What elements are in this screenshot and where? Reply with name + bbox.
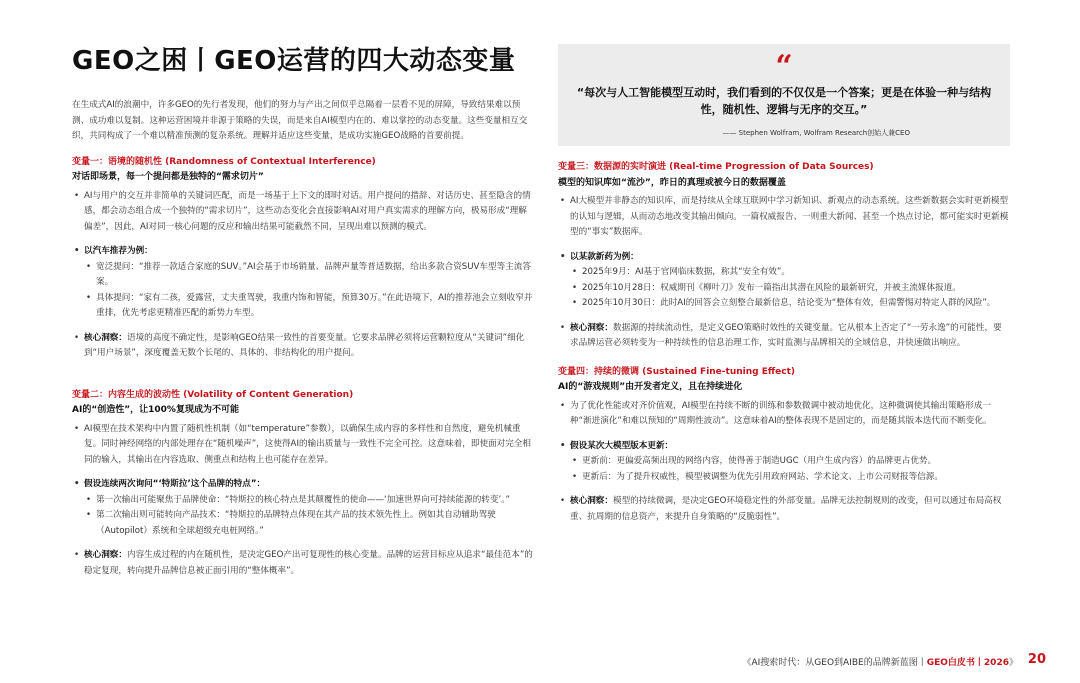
section-1-example-label: • 以汽车推荐为例： [72, 244, 534, 260]
section-2-example-1: • 第一次输出可能聚焦于品牌使命：“特斯拉的核心特点是其颠覆性的使命——‘加速世界向可持续能源的转变’。” [72, 493, 534, 509]
section-2-subtitle: AI的“创造性”，让100%复现成为不可能 [72, 405, 239, 415]
page-title: GEO之困丨GEO运营的四大动态变量 [72, 46, 516, 76]
section-1-title: 变量一：语境的随机性 (Randomness of Contextual Interference) [72, 156, 376, 167]
section-2-title: 变量二：内容生成的波动性 (Volatility of Content Generation) [72, 389, 354, 400]
footer-pre: 《AI搜索时代：从GEO到AIBE的品牌新蓝图丨 [742, 658, 927, 668]
quote-box [558, 44, 1010, 146]
quote-mark-icon: “ [775, 49, 793, 84]
insight-label: 核心洞察： [84, 550, 127, 560]
section-2-insight [72, 548, 534, 579]
left-column [72, 98, 534, 579]
right-column [558, 156, 1010, 525]
section-1-insight [72, 331, 534, 362]
section-1-example-2: • 具体提问：“家有二孩，爱露营，丈夫重驾驶，我重内饰和智能，预算30万。”在此语境下，AI的推荐池会立刻收窄并重排，优先考虑更精准匹配的新势力车型。 [72, 291, 534, 322]
insight-text: 语境的高度不确定性，是影响GEO结果一致性的首要变量。它要求品牌必须将运营颗粒度从“关键词”细化到“用户场景”，深度覆盖无数个长尾的、具体的、非结构化的用户提问。 [84, 332, 525, 358]
insight-text: 模型的持续微调，是决定GEO环境稳定性的外部变量。品牌无法控制规则的改变，但可以通过布局高权重、抗周期的信息资产，来提升自身策略的“反脆弱性”。 [570, 496, 1002, 522]
section-4-title: 变量四：持续的微调 (Sustained Fine-tuning Effect) [558, 366, 795, 377]
quote-text: “每次与人工智能模型互动时，我们看到的不仅仅是一个答案；更是在体验一种与结构性，随机性、逻辑与无序的交互。” [576, 86, 992, 116]
footer-bold: GEO白皮书丨2026 [926, 658, 1009, 668]
section-3-example-label: • 以某款新药为例： [558, 250, 1010, 266]
insight-label: 核心洞察： [570, 322, 613, 333]
insight-text: 数据源的持续流动性，是定义GEO策略时效性的关键变量。它从根本上否定了“一劳永逸”的可能性，要求品牌运营必须转变为一种持续性的信息治理工作，实时监测与品牌相关的全域信息，并快速做出响应。 [570, 322, 1002, 348]
section-4-subtitle: AI的“游戏规则”由开发者定义，且在持续进化 [558, 382, 743, 392]
section-2-example-label: • 假设连续两次询问“‘特斯拉’这个品牌的特点”： [72, 477, 534, 493]
section-3-example-2: • 2025年10月28日：权威期刊《柳叶刀》发布一篇指出其潜在风险的最新研究，并被主流媒体报道。 [558, 281, 1010, 297]
insight-label: 核心洞察： [84, 332, 127, 343]
section-2-example-2: • 第二次输出则可能转向产品技术：“特斯拉的品牌特点体现在其产品的技术领先性上。例如其自动辅助驾驶（Autopilot）系统和全球超级充电桩网络。” [72, 508, 534, 539]
section-3-example-1: • 2025年9月：AI基于官网临床数据，称其“安全有效”。 [558, 265, 1010, 281]
footer-post: 》 [1008, 658, 1018, 668]
insight-label: 核心洞察： [570, 496, 613, 506]
section-3-subtitle: 模型的知识库如“流沙”，昨日的真理或被今日的数据覆盖 [558, 177, 786, 188]
section-1-paragraph: • AI与用户的交互并非简单的关键词匹配，而是一场基于上下文的即时对话。用户提问的措辞、对话历史、甚至隐含的情感，都会动态组合成一个独特的“需求切片”，这些动态变化会直接影响AI对用户真实需求的理解方向，极易形成“理解偏差”，因此，AI对同一核心问题的反应和输出结果可能截然不同，呈现出难以预测的模式。 [72, 189, 534, 236]
intro-paragraph: 在生成式AI的浪潮中，许多GEO的先行者发现，他们的努力与产出之间似乎总隔着一层看不见的屏障，导致结果难以预测、成功难以复制。这种运营困境并非源于策略的失误，而是来自AI模型内在的、难以掌控的动态变量。这些变量相互交织，共同构成了一个难以精准预测的复杂系统。理解并适应这些变量，是成功实施GEO战略的首要前提。 [72, 100, 528, 141]
section-1-subtitle: 对话即场景，每一个提问都是独特的“需求切片” [72, 172, 264, 182]
section-4-example-1: • 更新前：更偏爱高频出现的网络内容，使得善于制造UGC（用户生成内容）的品牌更占优势。 [558, 454, 1010, 470]
section-3-paragraph: • AI大模型并非静态的知识库，而是持续从全球互联网中学习新知识、新观点的动态系统。这些新数据会实时更新模型的认知与逻辑，从而动态地改变其输出倾向。一篇权威报告、一则重大新闻、甚至一个热点讨论，都可能实时更新模型的“事实”数据库。 [558, 194, 1010, 241]
footer-text [743, 655, 1019, 668]
section-3-title: 变量三：数据源的实时演进 (Real-time Progression of Data Sources) [558, 162, 874, 172]
section-2-paragraph: • AI模型在技术架构中内置了随机性机制（如“temperature”参数），以确保生成内容的多样性和自然度，避免机械重复。同时神经网络的内部处理存在“随机噪声”，这使得AI的输出质量与一致性不完全可控。这意味着，即使面对完全相同的输入，其输出在内容选取、侧重点和结构上也可能存在差异。 [72, 422, 534, 469]
section-3-example-3: • 2025年10月30日：此时AI的回答会立刻整合最新信息，结论变为“整体有效，但需警惕对特定人群的风险”。 [558, 296, 1010, 312]
quote-attribution: —— Stephen Wolfram, Wolfram Research创始人兼CEO [722, 129, 910, 137]
section-3-insight [558, 321, 1010, 352]
section-4-insight [558, 494, 1010, 525]
insight-text: 内容生成过程的内在随机性，是决定GEO产出可复现性的核心变量。品牌的运营目标应从追求“最佳范本”的稳定复现，转向提升品牌信息被正面引用的“整体概率”。 [84, 550, 533, 576]
section-4-example-label: • 假设某次大模型版本更新： [558, 439, 1010, 455]
page-number: 20 [1027, 652, 1046, 667]
section-4-example-2: • 更新后：为了提升权威性，模型被调整为优先引用政府网站、学术论文、上市公司财报等信源。 [558, 470, 1010, 486]
section-1-example-1: • 宽泛提问：“推荐一款适合家庭的SUV。”AI会基于市场销量、品牌声量等普适数据，给出多款合资SUV车型等主流答案。 [72, 260, 534, 291]
section-4-paragraph: • 为了优化性能或对齐价值观，AI模型在持续不断的训练和参数微调中被动地优化，这种微调使其输出策略形成一种“渐进演化”和难以预知的“周期性波动”。这意味着AI的整体表现不是固定的，而是随其版本迭代而不断变化。 [558, 399, 1010, 430]
